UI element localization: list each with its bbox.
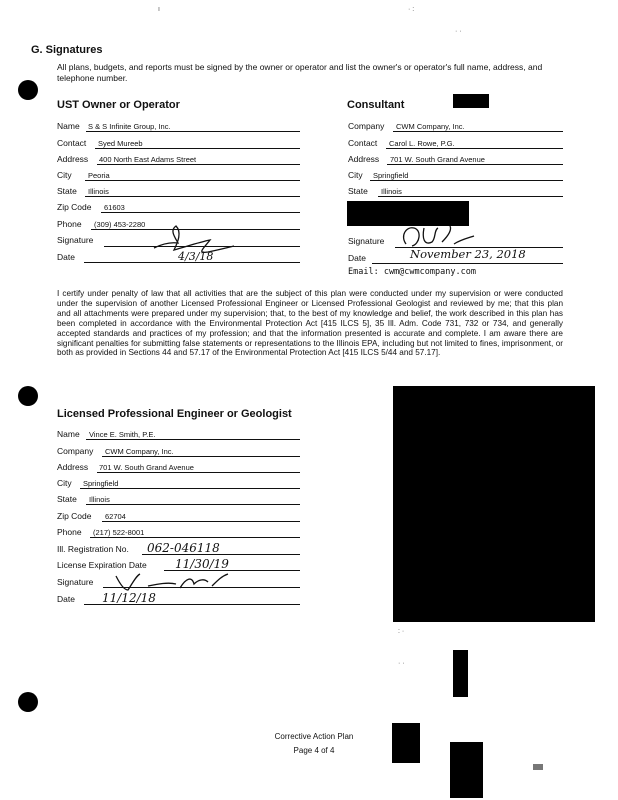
owner-date-line (84, 262, 300, 263)
consultant-heading: Consultant (347, 99, 405, 111)
engineer-name-line (86, 439, 300, 440)
owner-address-label: Address (57, 154, 89, 164)
redaction-box (392, 723, 420, 763)
engineer-date-label: Date (57, 594, 75, 604)
consultant-state-value: Illinois (381, 187, 402, 196)
engineer-address-label: Address (57, 462, 89, 472)
engineer-city-value: Springfield (83, 479, 119, 488)
owner-heading: UST Owner or Operator (57, 99, 180, 111)
consultant-company-label: Company (348, 121, 385, 131)
consultant-city-label: City (348, 170, 363, 180)
owner-state-label: State (57, 186, 77, 196)
engineer-company-value: CWM Company, Inc. (105, 447, 174, 456)
consultant-date-label: Date (348, 253, 366, 263)
certification-statement: I certify under penalty of law that all activities that are the subject of this plan were conducted under my supervision or were conducted under the supervision of another Licensed Professional Engineer or Licensed Professional Geologist and reviewed by me; that this plan and all attachments were prepared under my supervision; that, to the best of my knowledge and belief, the work described in this plan has been completed in accordance with the Environmental Protection Act [415 ILCS 5], 35 Ill. Adm. Code 731, 732 or 734, and generally accepted standards and practices of my profession; and that the information presented is accurate and complete. I am aware there are significant penalties for submitting false statements or representations to the Illinois EPA, including but not limited to fines, imprisonment, or both as provided in Sections 44 and 57.17 of the Environmental Protection Act [415 ILCS 5/44 and 57.17]. (57, 289, 563, 358)
owner-address-line (97, 164, 300, 165)
scan-speck: · · (455, 28, 462, 35)
consultant-address-value: 701 W. South Grand Avenue (390, 155, 485, 164)
engineer-address-value: 701 W. South Grand Avenue (99, 463, 194, 472)
engineer-heading: Licensed Professional Engineer or Geologist (57, 408, 292, 420)
consultant-company-line (393, 131, 563, 132)
owner-zip-label: Zip Code (57, 202, 92, 212)
consultant-company-value: CWM Company, Inc. (396, 122, 465, 131)
consultant-contact-value: Carol L. Rowe, P.G. (389, 139, 455, 148)
owner-contact-line (95, 148, 300, 149)
consultant-signature-label: Signature (348, 236, 385, 246)
owner-zip-line (101, 212, 300, 213)
consultant-date-value: November 23, 2018 (410, 247, 526, 261)
scan-speck: : · (398, 628, 405, 635)
consultant-contact-label: Contact (348, 138, 378, 148)
engineer-zip-label: Zip Code (57, 511, 92, 521)
engineer-registration-value: 062-046118 (147, 541, 220, 555)
consultant-city-value: Springfield (373, 171, 409, 180)
owner-date-label: Date (57, 252, 75, 262)
owner-phone-label: Phone (57, 219, 82, 229)
engineer-phone-label: Phone (57, 527, 82, 537)
owner-name-line (86, 131, 300, 132)
engineer-zip-line (102, 521, 300, 522)
engineer-phone-value: (217) 522-8001 (93, 528, 145, 537)
consultant-state-line (378, 196, 563, 197)
engineer-city-line (80, 488, 300, 489)
owner-signature-label: Signature (57, 235, 94, 245)
owner-address-value: 400 North East Adams Street (99, 155, 197, 164)
engineer-zip-value: 62704 (105, 512, 126, 521)
footer-page-number: Page 4 of 4 (293, 746, 335, 755)
owner-contact-value: Syed Mureeb (98, 139, 143, 148)
redaction-box (393, 386, 595, 622)
owner-city-line (85, 180, 300, 181)
owner-name-value: S & S Infinite Group, Inc. (88, 122, 171, 131)
consultant-state-label: State (348, 186, 368, 196)
consultant-address-line (387, 164, 563, 165)
engineer-name-value: Vince E. Smith, P.E. (89, 430, 156, 439)
redaction-box (450, 742, 483, 798)
engineer-phone-line (90, 537, 300, 538)
scan-speck: · · (398, 660, 405, 667)
engineer-expiration-value: 11/30/19 (175, 557, 229, 571)
engineer-registration-line (142, 554, 300, 555)
engineer-date-value: 11/12/18 (102, 591, 156, 605)
engineer-city-label: City (57, 478, 72, 488)
engineer-state-label: State (57, 494, 77, 504)
binder-hole-bottom (18, 692, 38, 712)
owner-phone-value: (309) 453-2280 (94, 220, 146, 229)
owner-state-value: Illinois (88, 187, 109, 196)
engineer-company-line (102, 456, 300, 457)
consultant-contact-line (386, 148, 563, 149)
engineer-company-label: Company (57, 446, 94, 456)
engineer-expiration-label: License Expiration Date (57, 560, 147, 570)
engineer-name-label: Name (57, 429, 80, 439)
footer-document-title: Corrective Action Plan (274, 732, 354, 741)
engineer-address-line (97, 472, 300, 473)
engineer-date-line (84, 604, 300, 605)
owner-zip-value: 61603 (104, 203, 125, 212)
redaction-box (453, 94, 489, 108)
scan-speck: ı (158, 6, 160, 13)
engineer-signature-label: Signature (57, 577, 94, 587)
consultant-city-line (370, 180, 563, 181)
engineer-state-value: Illinois (89, 495, 110, 504)
owner-contact-label: Contact (57, 138, 87, 148)
redaction-box (453, 650, 468, 697)
owner-city-label: City (57, 170, 72, 180)
binder-hole-middle (18, 386, 38, 406)
engineer-state-line (86, 504, 300, 505)
consultant-email: Email: cwm@cwmcompany.com (348, 267, 476, 277)
consultant-address-label: Address (348, 154, 380, 164)
owner-state-line (85, 196, 300, 197)
owner-name-label: Name (57, 121, 80, 131)
binder-hole-top (18, 80, 38, 100)
scan-speck: · : (408, 6, 415, 13)
scan-mark (533, 764, 543, 770)
consultant-date-line (372, 263, 563, 264)
section-intro: All plans, budgets, and reports must be signed by the owner or operator and list the owner's or operator's full name, address, and telephone number. (57, 62, 543, 83)
owner-date-value: 4/3/18 (178, 250, 214, 263)
owner-city-value: Peoria (88, 171, 110, 180)
section-title: G. Signatures (31, 44, 103, 56)
engineer-registration-label: Ill. Registration No. (57, 544, 129, 554)
